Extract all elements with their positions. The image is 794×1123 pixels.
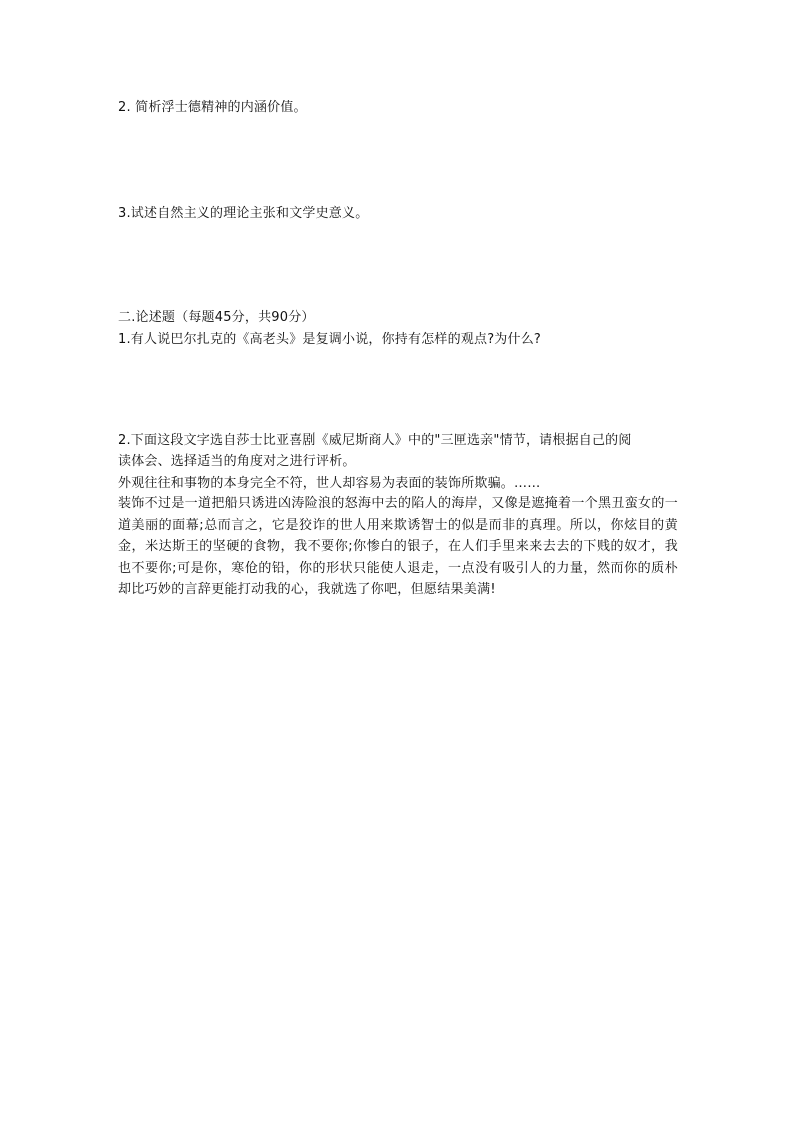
- question-2-short-answer: 2. 简析浮士德精神的内涵价值。: [118, 100, 307, 115]
- essay-question-2-line-1: 2.下面这段文字选自莎士比亚喜剧《威尼斯商人》中的"三匣选亲"情节，请根据自己的阅: [118, 433, 632, 448]
- question-3-short-answer: 3.试述自然主义的理论主张和文学史意义。: [118, 206, 369, 221]
- section-2-heading: 二.论述题（每题45分，共90分）: [118, 310, 315, 325]
- quote-paragraph: 装饰不过是一道把船只诱进凶涛险浪的怒海中去的陷人的海岸，又像是遮掩着一个黑丑蛮女的一道美丽的面幕;总而言之，它是狡诈的世人用来欺诱智士的似是而非的真理。所以，你炫目的黄金，米达斯王的坚硬的食物，我不要你;你惨白的银子，在人们手里来来去去的下贱的奴才，我也不要你;可是你，寒伧的铅，你的形状只能使人退走，一点没有吸引人的力量，然而你的质朴却比巧妙的言辞更能打动我的心，我就选了你吧，但愿结果美满!: [118, 496, 678, 597]
- essay-question-1: 1.有人说巴尔扎克的《高老头》是复调小说，你持有怎样的观点?为什么?: [118, 332, 542, 347]
- essay-question-2-line-2: 读体会、选择适当的角度对之进行评析。: [118, 454, 356, 469]
- quote-opening-line: 外观往往和事物的本身完全不符，世人却容易为表面的装饰所欺骗。……: [118, 476, 541, 491]
